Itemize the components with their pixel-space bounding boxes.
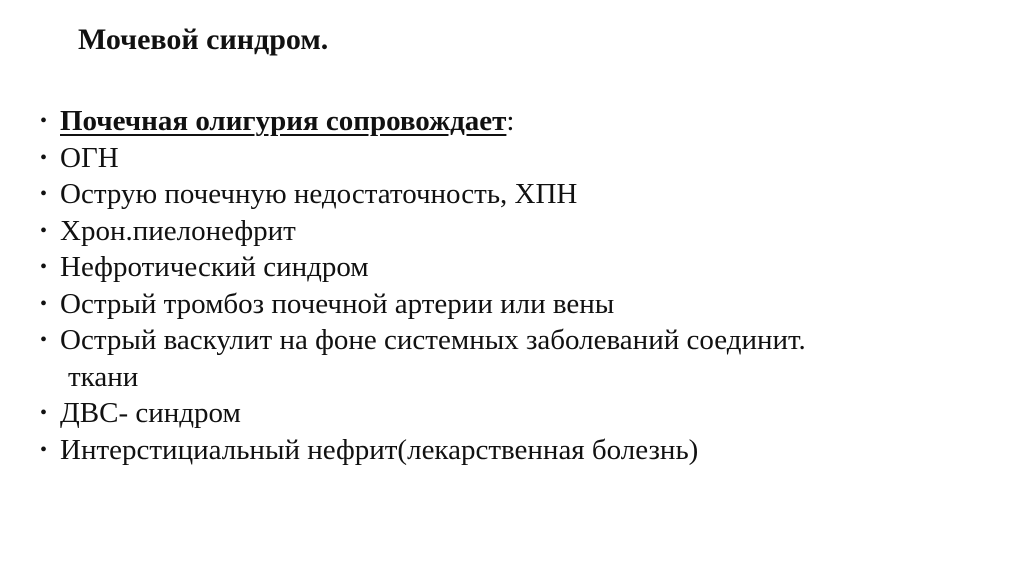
list-item-text: Интерстициальный нефрит(лекарственная болезнь) bbox=[60, 433, 699, 466]
bullet-icon: • bbox=[40, 438, 48, 461]
list-item-continuation-text: ткани bbox=[68, 360, 139, 393]
list-item-text: Острую почечную недостаточность, ХПН bbox=[60, 178, 578, 210]
bullet-icon: • bbox=[40, 256, 48, 278]
bullet-icon: • bbox=[40, 219, 48, 242]
bullet-icon: • bbox=[40, 110, 48, 132]
list-item bbox=[40, 140, 1000, 177]
bullet-icon: • bbox=[40, 402, 48, 424]
list-item-text: ОГН bbox=[60, 141, 119, 174]
list-item bbox=[40, 249, 1000, 286]
list-item bbox=[40, 286, 1000, 323]
bullet-icon: • bbox=[40, 292, 48, 315]
list-item bbox=[40, 322, 1000, 359]
list-item-continuation bbox=[40, 359, 1000, 396]
list-item bbox=[40, 176, 1000, 213]
list-item-text: Нефротический синдром bbox=[60, 251, 369, 283]
list-heading-item bbox=[40, 103, 1000, 140]
list-item-text: Хрон.пиелонефрит bbox=[60, 214, 296, 247]
bullet-icon: • bbox=[40, 183, 48, 205]
slide-title: Мочевой синдром. bbox=[78, 23, 329, 56]
list-item-text: Острый васкулит на фоне системных заболеваний соединит. bbox=[60, 324, 806, 356]
list-item-text: ДВС- синдром bbox=[60, 397, 241, 429]
list-item bbox=[40, 432, 1000, 469]
list-item bbox=[40, 213, 1000, 250]
list-heading-colon: : bbox=[506, 105, 515, 137]
bullet-list bbox=[40, 103, 1000, 468]
list-item-text: Острый тромбоз почечной артерии или вены bbox=[60, 287, 615, 320]
list-heading: Почечная олигурия сопровождает bbox=[60, 105, 507, 137]
bullet-icon: • bbox=[40, 329, 48, 351]
list-item bbox=[40, 395, 1000, 432]
bullet-icon: • bbox=[40, 146, 48, 169]
